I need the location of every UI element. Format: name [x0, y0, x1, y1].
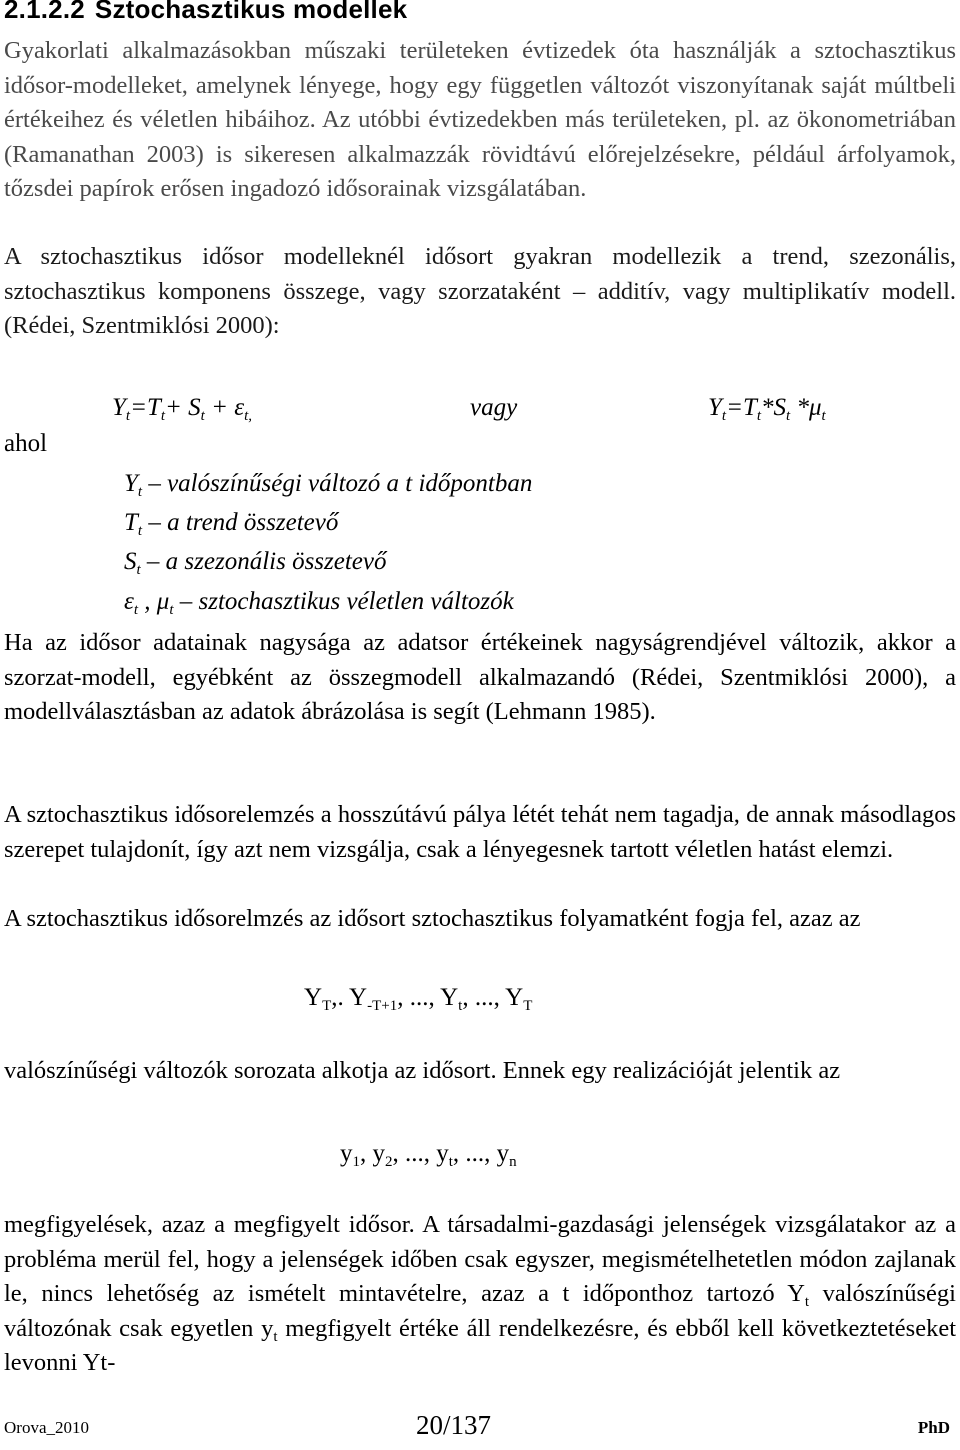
- definition-epsilon-mu: $\varepsilon_t$ , $\mu_t$ – sztochasztikus véletlen változók: [124, 588, 514, 618]
- paragraph-process: A sztochasztikus idősorelmzés az idősort sztochasztikus folyamatként fogja fel, azaz az: [4, 905, 861, 932]
- paragraph-long-term: A sztochasztikus idősorelemzés a hosszútávú pálya létét tehát nem tagadja, de annak másodlagos szerepet tulajdonít, így azt nem vizsgálja, csak a lényegesnek tartott véletlen hatást elemzi.: [4, 801, 956, 863]
- definition-yt: $Y_t$ – valószínűségi változó a t időpontban: [124, 470, 533, 500]
- footer-author: Orova_2010: [4, 1418, 89, 1437]
- paragraph-observations: megfigyelések, azaz a megfigyelt idősor. A társadalmi-gazdasági jelenségek vizsgálatakor az a probléma merül fel, hogy a jelenségek időben csak egyszer, megismételhetetlen módon zajlanak le, nincs lehetőség az ismételt mintavételre, azaz a t időponthoz tartozó $Y_t$ valószínűségi változónak csak egyetlen $y_t$ megfigyelt értéke áll rendelkezésre, és ebből kell következtetéseket levonni Yt-: [4, 1211, 956, 1376]
- footer-page-number: 20/137: [416, 1410, 492, 1440]
- paragraph-model-choice: Ha az idősor adatainak nagysága az adatsor értékeinek nagyságrendjével változik, akkor a szorzat-modell, egyébként az összegmodell alkalmazandó (Rédei, Szentmiklósi 2000), a modellválasztásban az adatok ábrázolása is segít (Lehmann 1985).: [4, 629, 956, 725]
- formula-separator: vagy: [470, 394, 518, 421]
- paragraph-realization: valószínűségi változók sorozata alkotja az idősort. Ennek egy realizációját jelentik az: [4, 1057, 841, 1084]
- section-heading: [4, 0, 407, 25]
- observation-sequence: $y_1$, $y_2$, ..., $y_t$, ..., $y_n$: [340, 1140, 517, 1170]
- additive-formula: $Y_t=T_t+ S_t + \varepsilon_{t,}$: [112, 394, 252, 424]
- paragraph-intro: Gyakorlati alkalmazásokban műszaki területeken évtizedek óta használják a sztochasztikus idősor-modelleket, amelynek lényege, hogy egy független változót viszonyítanak saját múltbeli értékeihez és véletlen hibáihoz. Az utóbbi évtizedekben más területeken, pl. az ökonometriában (Ramanathan 2003) is sikeresen alkalmazzák rövidtávú előrejelzésekre, például árfolyamok, tőzsdei papírok erősen ingadozó idősorainak vizsgálatában.: [4, 37, 956, 202]
- multiplicative-formula: $Y_t=T_t*S_t$ $*\mu_t$: [708, 394, 826, 424]
- definition-tt: $T_t$ – a trend összetevő: [124, 509, 339, 539]
- footer-degree: PhD: [917, 1418, 950, 1437]
- random-variable-sequence: $Y_T$,. $Y_{-T+1}$, ..., $Y_t$, ..., $Y_T$: [304, 984, 533, 1014]
- section-title: Sztochasztikus modellek: [94, 0, 408, 24]
- section-number: 2.1.2.2: [4, 0, 85, 24]
- definition-st: $S_t$ – a szezonális összetevő: [124, 548, 387, 578]
- paragraph-model-types: A sztochasztikus idősor modelleknél idősort gyakran modellezik a trend, szezonális, sztochasztikus komponens összege, vagy szorzataként – additív, vagy multiplikatív modell. (Rédei, Szentmiklósi 2000):: [4, 243, 956, 339]
- where-label: ahol: [4, 430, 48, 457]
